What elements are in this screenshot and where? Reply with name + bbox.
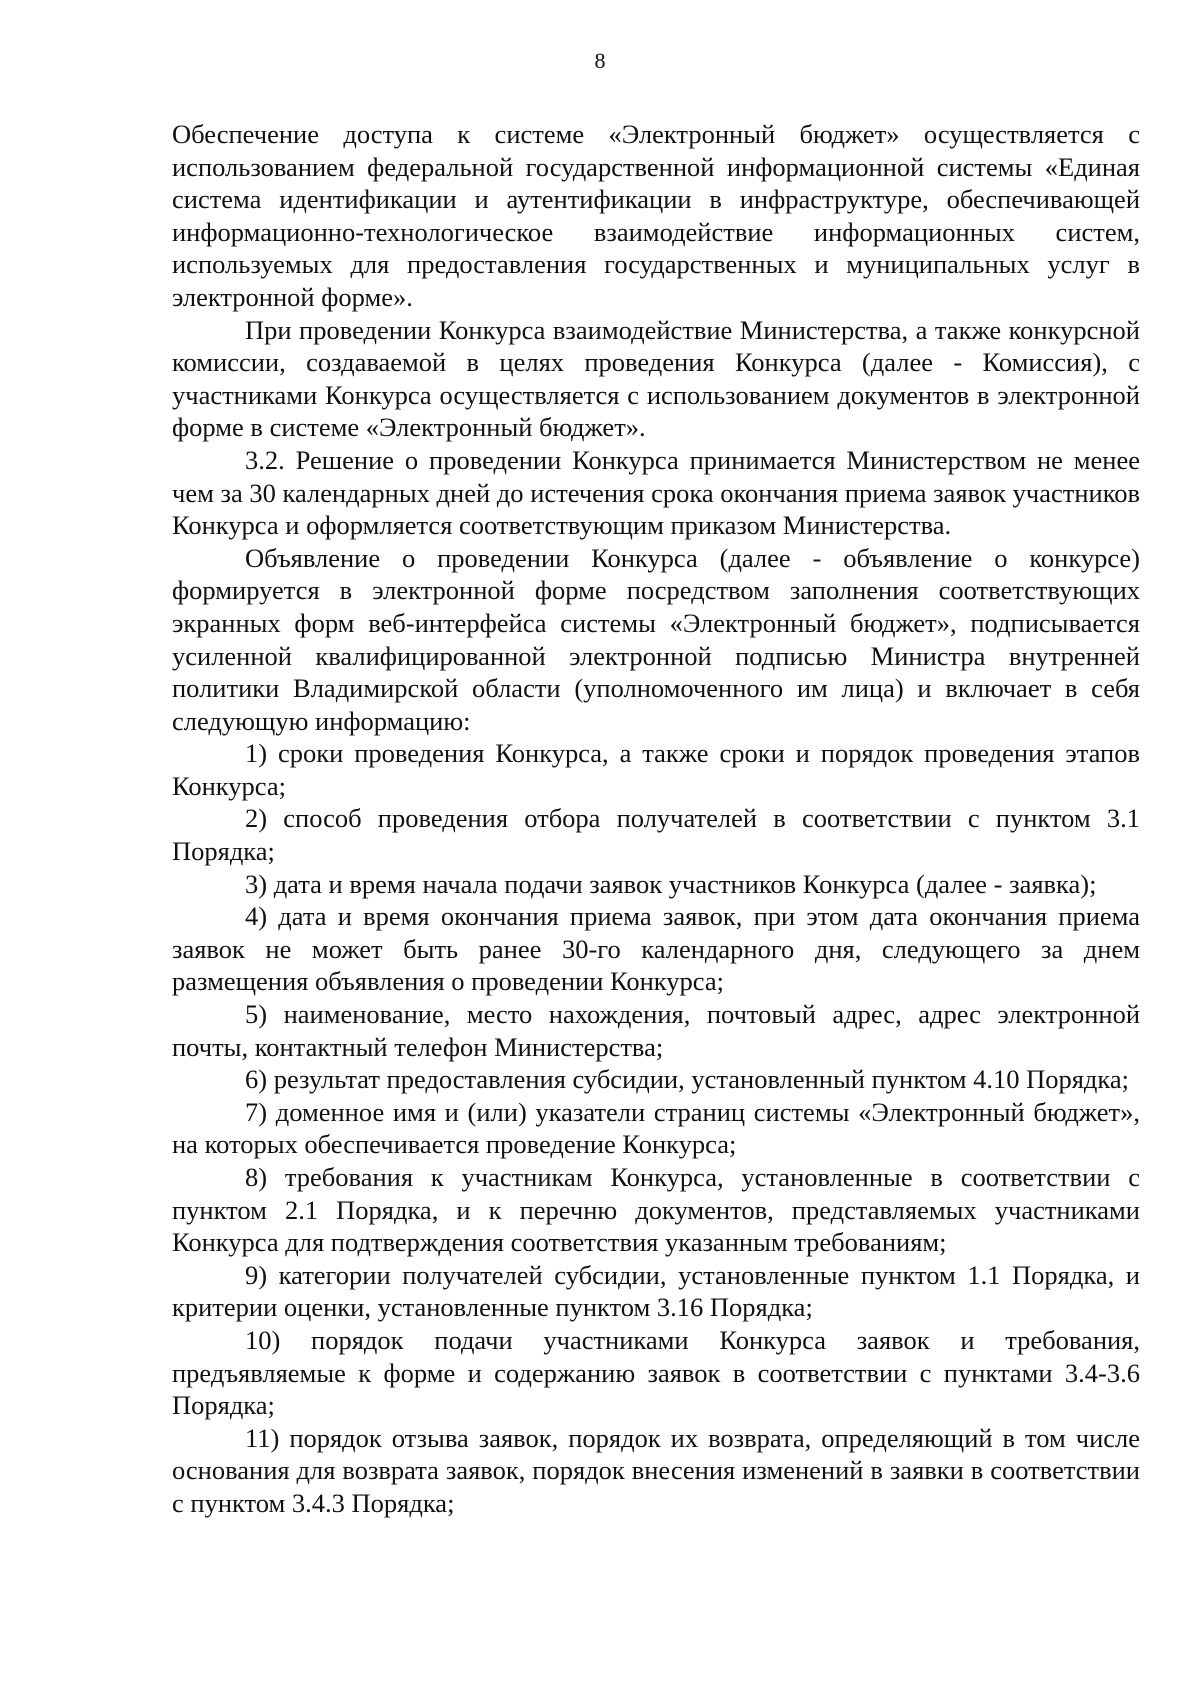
paragraph-announcement: Объявление о проведении Конкурса (далее - объявление о конкурсе) формируется в электронной форме посредством заполнения соответствующих экранных форм веб-интерфейса системы «Электронный бюджет», подписывается усиленной квалифицированной электронной подписью Министра внутренней политики Владимирской области (уполномоченного им лица) и включает в себя следующую информацию:	[172, 542, 1140, 736]
list-item-6: 6) результат предоставления субсидии, установленный пунктом 4.10 Порядка;	[245, 1064, 1129, 1095]
document-body	[172, 118, 1140, 1520]
list-item-4: 4) дата и время окончания приема заявок, при этом дата окончания приема заявок не может быть ранее 30-го календарного дня, следующего за днем размещения объявления о проведении Конкурса;	[172, 901, 1140, 997]
paragraph-interaction: При проведении Конкурса взаимодействие Министерства, а также конкурсной комиссии, создаваемой в целях проведения Конкурса (далее - Комиссия), с участниками Конкурса осуществляется с использованием документов в электронной форме в системе «Электронный бюджет».	[172, 314, 1140, 443]
list-item-2: 2) способ проведения отбора получателей в соответствии с пунктом 3.1 Порядка;	[172, 803, 1140, 867]
list-item-9: 9) категории получателей субсидии, установленные пунктом 1.1 Порядка, и критерии оценки, установленные пунктом 3.16 Порядка;	[172, 1259, 1140, 1323]
list-item-11: 11) порядок отзыва заявок, порядок их возврата, определяющий в том числе основания для возврата заявок, порядок внесения изменений в заявки в соответствии с пунктом 3.4.3 Порядка;	[172, 1422, 1140, 1518]
list-item-3: 3) дата и время начала подачи заявок участников Конкурса (далее - заявка);	[245, 868, 1097, 899]
paragraph-clause-3-2: 3.2. Решение о проведении Конкурса принимается Министерством не менее чем за 30 календарных дней до истечения срока окончания приема заявок участников Конкурса и оформляется соответствующим приказом Министерства.	[172, 444, 1140, 541]
list-item-10: 10) порядок подачи участниками Конкурса заявок и требования, предъявляемые к форме и содержанию заявок в соответствии с пунктами 3.4-3.6 Порядка;	[172, 1324, 1140, 1421]
list-item-5: 5) наименование, место нахождения, почтовый адрес, адрес электронной почты, контактный телефон Министерства;	[172, 999, 1140, 1062]
list-item-7: 7) доменное имя и (или) указатели страниц системы «Электронный бюджет», на которых обеспечивается проведение Конкурса;	[172, 1096, 1140, 1160]
paragraph-access-system: Обеспечение доступа к системе «Электронный бюджет» осуществляется с использованием федеральной государственной информационной системы «Единая система идентификации и аутентификации в инфраструктуре, обеспечивающей информационно-технологическое взаимодействие информационных систем, используемых для предоставления государственных и муниципальных услуг в электронной форме».	[172, 119, 1140, 312]
list-item-8: 8) требования к участникам Конкурса, установленные в соответствии с пунктом 2.1 Порядка, и к перечню документов, представляемых участниками Конкурса для подтверждения соответствия указанным требованиям;	[172, 1162, 1140, 1258]
page-number: 8	[594, 48, 606, 73]
list-item-1: 1) сроки проведения Конкурса, а также сроки и порядок проведения этапов Конкурса;	[172, 738, 1140, 801]
